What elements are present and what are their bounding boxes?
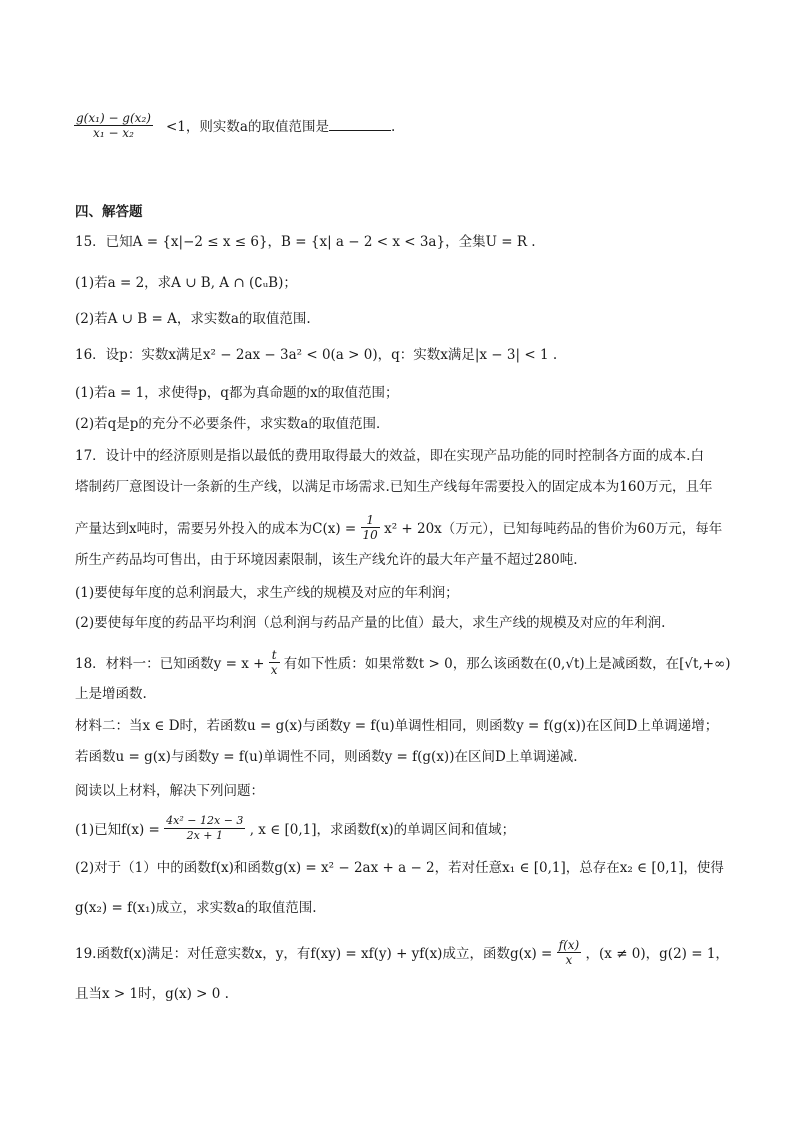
q18-part1 [75, 816, 515, 845]
q14-end: . [390, 119, 396, 135]
q17-line4: 所生产药品均可售出，由于环境因素限制，该生产线允许的最大年产量不超过280吨. [75, 552, 578, 568]
q18-part1-fraction [164, 814, 245, 843]
q18-line1-b: 有如下性质：如果常数t > 0，那么该函数在(0,√t)上是减函数，在[√t,+∞) [283, 656, 731, 672]
q17-frac-denominator: 10 [362, 528, 378, 542]
q18-frac-denominator: x [270, 663, 278, 677]
q15-part2: (2)若A ∪ B = A，求实数a的取值范围. [75, 311, 311, 327]
q19-frac-numerator: f(x) [558, 938, 580, 952]
q14-tail: <1，则实数a的取值范围是 [166, 119, 329, 135]
q18-part1-b: , x ∈ [0,1]，求函数f(x)的单调区间和值域； [249, 822, 516, 838]
q14-answer-blank [329, 118, 391, 131]
q17-fraction [361, 513, 380, 542]
q16-stem: 16．设p：实数x满足x² − 2ax − 3a² < 0(a > 0)，q：实数x满足|x − 3| < 1 . [75, 347, 558, 363]
q18-line3: 材料二：当x ∈ D时，若函数u = g(x)与函数y = f(u)单调性相同，则函数y = f(g(x))在区间D上单调递增； [75, 718, 719, 734]
q17-line1: 17．设计中的经济原则是指以最低的费用取得最大的效益，即在实现产品功能的同时控制各方面的成本.白 [75, 448, 704, 464]
q19-frac-denominator: x [565, 953, 573, 967]
q18-part2-line1: (2)对于（1）中的函数f(x)和函数g(x) = x² − 2ax + a − 2，若对任意x₁ ∈ [0,1]，总存在x₂ ∈ [0,1]，使得 [75, 860, 724, 876]
q17-line3-b: x² + 20x（万元），已知每吨药品的售价为60万元，每年 [384, 521, 723, 537]
q16-part2: (2)若q是p的充分不必要条件，求实数a的取值范围． [75, 416, 390, 432]
q15-stem: 15．已知A = {x|−2 ≤ x ≤ 6}，B = {x| a − 2 < x < 3a}，全集U = R . [75, 234, 536, 250]
q19-line1 [75, 940, 729, 969]
q17-part1: (1)要使每年度的总利润最大，求生产线的规模及对应的年利润； [75, 585, 459, 601]
q18-part1-a: (1)已知f(x) = [75, 822, 160, 838]
q18-part1-numerator: 4x² − 12x − 3 [166, 814, 244, 827]
q14-fraction [74, 111, 153, 140]
q19-line1-a: 19.函数f(x)满足：对任意实数x，y，有f(xy) = xf(y) + yf(x)成立，函数g(x) = [75, 946, 553, 962]
q17-part2: (2)要使每年度的药品平均利润（总利润与药品产量的比值）最大，求生产线的规模及对应的年利润. [75, 615, 666, 631]
q14-frac-denominator: x₁ − x₂ [93, 126, 134, 140]
q19-line1-b: ，(x ≠ 0)，g(2) = 1， [585, 946, 729, 962]
q18-line1-a: 18．材料一：已知函数y = x + [75, 656, 265, 672]
q17-line3 [75, 515, 722, 544]
q17-line2: 塔制药厂意图设计一条新的生产线，以满足市场需求.已知生产线每年需要投入的固定成本为160万元，且年 [75, 479, 713, 495]
q14-frac-numerator: g(x₁) − g(x₂) [76, 111, 151, 125]
q18-line4: 若函数u = g(x)与函数y = f(u)单调性不同，则函数y = f(g(x))在区间D上单调递减. [75, 749, 578, 765]
q18-fraction [269, 648, 280, 677]
q16-part1: (1)若a = 1，求使得p，q都为真命题的x的取值范围； [75, 385, 399, 401]
q14-text [166, 117, 395, 137]
q18-line1 [75, 650, 731, 679]
q18-part1-denominator: 2x + 1 [186, 829, 223, 842]
q17-line3-a: 产量达到x吨时，需要另外投入的成本为C(x) = [75, 521, 357, 537]
q18-line5: 阅读以上材料，解决下列问题： [75, 783, 264, 799]
q17-frac-numerator: 1 [361, 513, 380, 528]
q18-line2: 上是增函数. [75, 686, 147, 702]
section-heading: 四、解答题 [75, 204, 143, 220]
q15-part1: (1)若a = 2，求A ∪ B, A ∩ (∁ᵤB)； [75, 275, 297, 291]
q19-fraction [557, 938, 582, 967]
q19-line2: 且当x > 1时，g(x) > 0 . [75, 986, 229, 1002]
q18-part2-line2: g(x₂) = f(x₁)成立，求实数a的取值范围. [75, 900, 317, 916]
q18-frac-numerator: t [269, 648, 280, 663]
